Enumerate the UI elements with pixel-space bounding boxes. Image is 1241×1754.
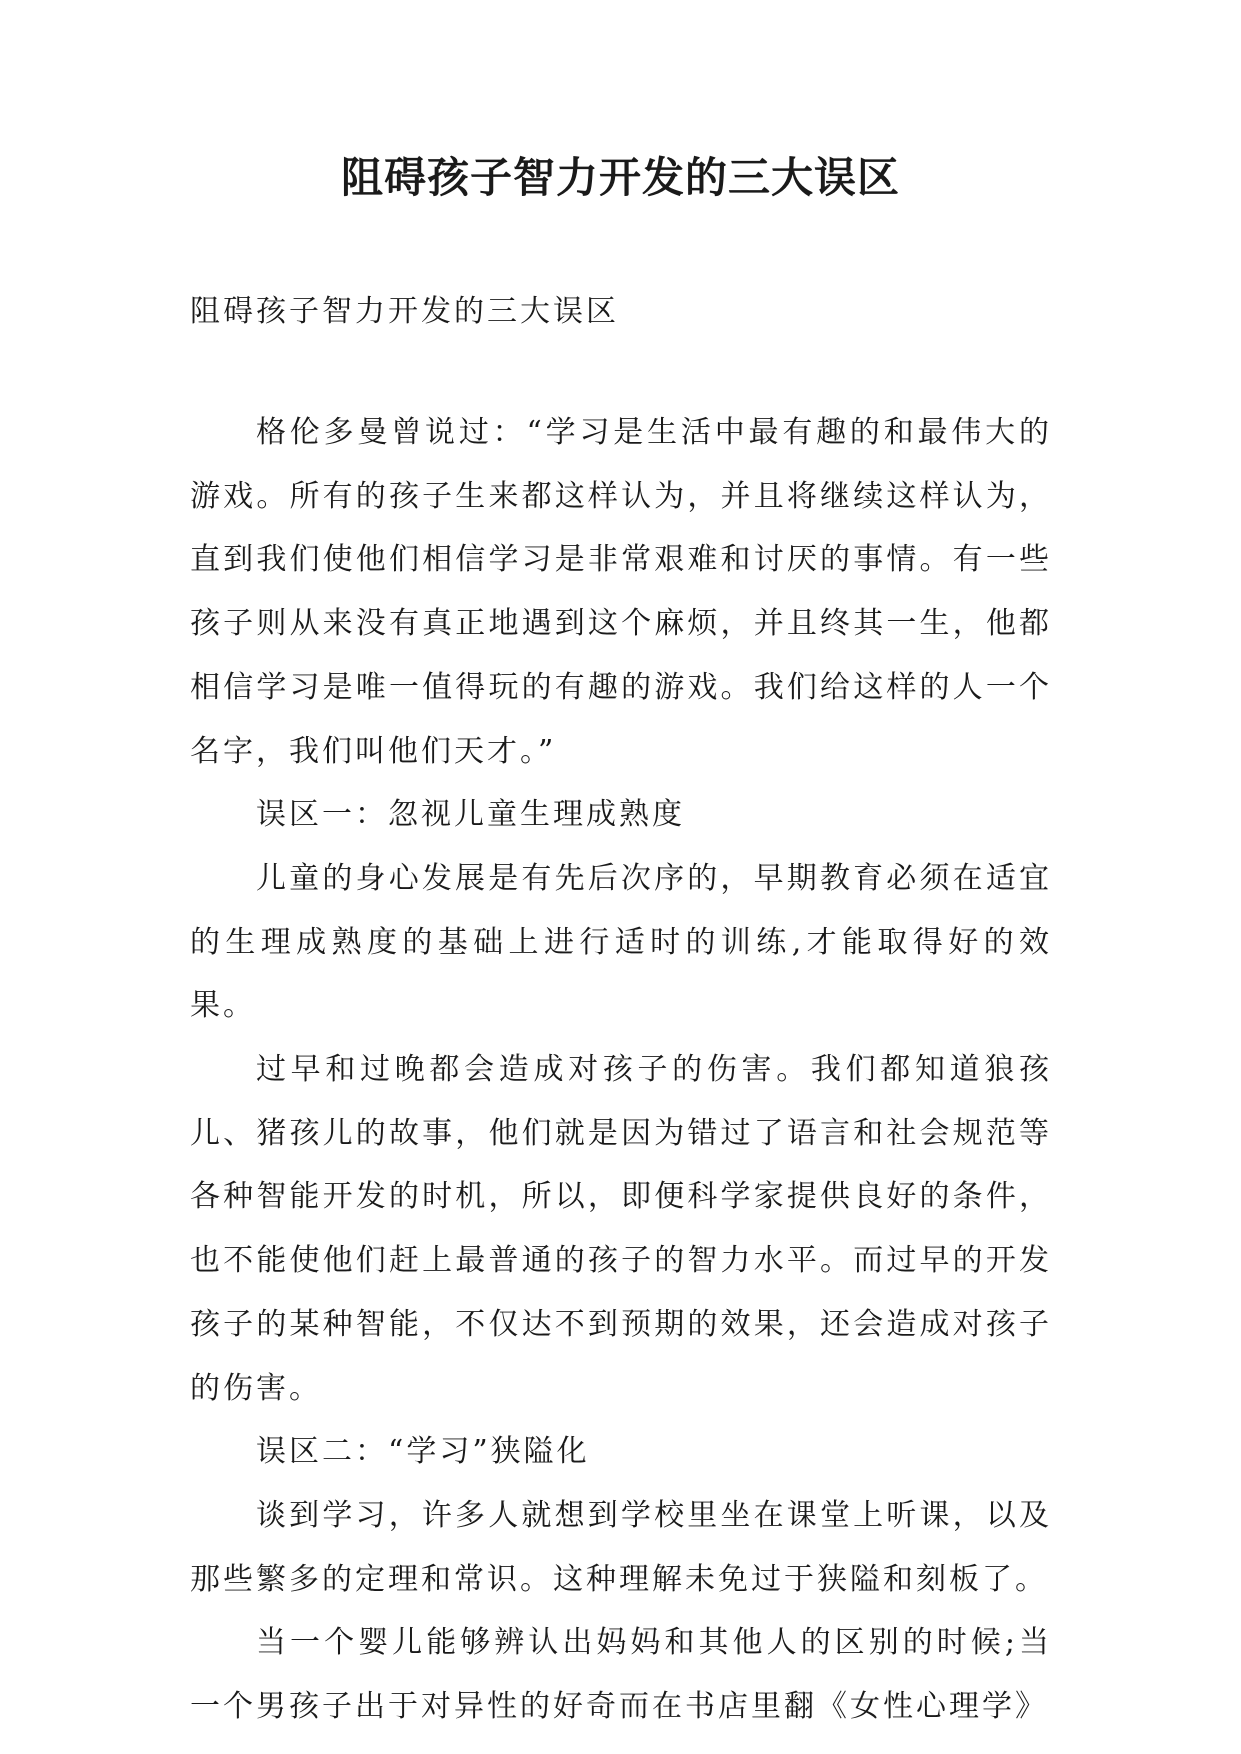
document-title: 阻碍孩子智力开发的三大误区 [340,153,900,202]
paragraph-narrow-learning: 谈到学习，许多人就想到学校里坐在课堂上听课，以及那些繁多的定理和常识。这种理解未免过于狭隘和刻板了。 [190,1497,1052,1597]
paragraph-development-order: 儿童的身心发展是有先后次序的，早期教育必须在适宜的生理成熟度的基础上进行适时的训练,才能取得好的效果。 [190,860,1052,1024]
paragraph-infant-example: 当一个婴儿能够辨认出妈妈和其他人的区别的时候;当一个男孩子出于对异性的好奇而在书店里翻《女性心理学》 [190,1625,1052,1725]
paragraph-timing-harm: 过早和过晚都会造成对孩子的伤害。我们都知道狼孩儿、猪孩儿的故事，他们就是因为错过了语言和社会规范等各种智能开发的时机，所以，即便科学家提供良好的条件，也不能使他们赶上最普通的孩子的智力水平。而过早的开发孩子的某种智能，不仅达不到预期的效果，还会造成对孩子的伤害。 [190,1052,1052,1406]
heading-misconception-two: 误区二：“学习”狭隘化 [256,1434,590,1470]
paragraph-quote: 格伦多曼曾说过：“学习是生活中最有趣的和最伟大的游戏。所有的孩子生来都这样认为，并且将继续这样认为，直到我们使他们相信学习是非常艰难和讨厌的事情。有一些孩子则从来没有真正地遇到这个麻烦，并且终其一生，他都相信学习是唯一值得玩的有趣的游戏。我们给这样的人一个名字，我们叫他们天才。” [190,415,1052,769]
document-subtitle: 阻碍孩子智力开发的三大误区 [190,294,619,329]
heading-misconception-one: 误区一：忽视儿童生理成熟度 [256,797,685,833]
document-body [190,401,1052,1739]
